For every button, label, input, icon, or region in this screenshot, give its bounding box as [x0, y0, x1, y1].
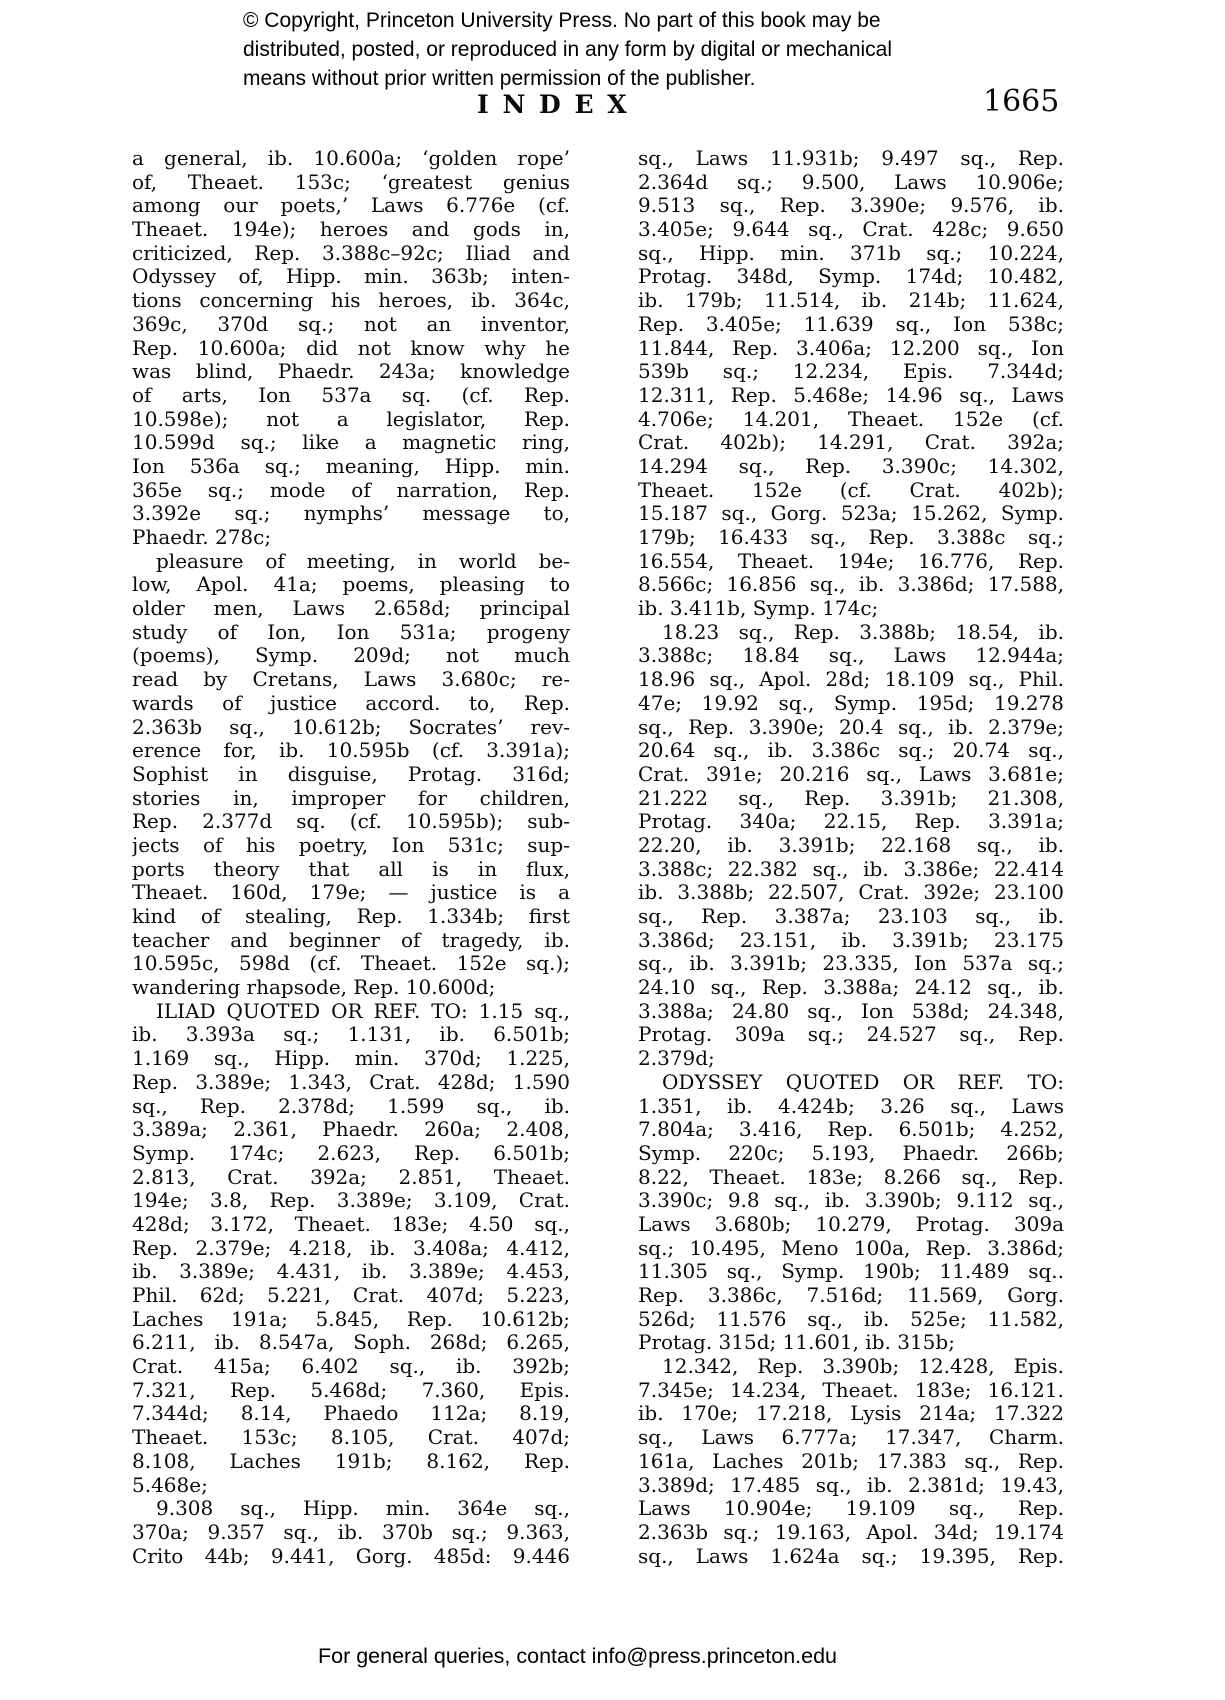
index-line: Theaet. 153c; 8.105, Crat. 407d;: [132, 1426, 570, 1450]
index-line: Laws 3.680b; 10.279, Protag. 309a: [638, 1212, 1064, 1236]
index-line: 18.23 sq., Rep. 3.388b; 18.54, ib.: [662, 620, 1064, 644]
index-line: 1.351, ib. 4.424b; 3.26 sq., Laws: [638, 1094, 1064, 1118]
index-line: Phaedr. 278c;: [132, 526, 272, 549]
index-line: 47e; 19.92 sq., Symp. 195d; 19.278: [638, 691, 1064, 715]
index-line: 1.169 sq., Hipp. min. 370d; 1.225,: [132, 1047, 570, 1071]
index-line: among our poets,’ Laws 6.776e (cf.: [132, 194, 570, 218]
index-line: 365e sq.; mode of narration, Rep.: [132, 478, 570, 502]
index-line: Ion 536a sq.; meaning, Hipp. min.: [132, 454, 570, 478]
index-line: ODYSSEY QUOTED OR REF. TO:: [662, 1070, 1064, 1094]
index-line: 15.187 sq., Gorg. 523a; 15.262, Symp.: [638, 502, 1064, 526]
index-line: 428d; 3.172, Theaet. 183e; 4.50 sq.,: [132, 1212, 570, 1236]
index-line: Theaet. 160d, 179e; — justice is a: [132, 881, 570, 905]
index-line: 2.379d;: [638, 1047, 715, 1071]
index-line: teacher and beginner of tragedy, ib.: [132, 928, 570, 952]
index-line: Laws 10.904e; 19.109 sq., Rep.: [638, 1497, 1064, 1521]
index-line: kind of stealing, Rep. 1.334b; first: [132, 905, 570, 928]
index-line: Protag. 348d, Symp. 174d; 10.482,: [638, 265, 1064, 289]
index-line: Phil. 62d; 5.221, Crat. 407d; 5.223,: [132, 1284, 570, 1307]
index-line: 9.513 sq., Rep. 3.390e; 9.576, ib.: [638, 194, 1064, 218]
index-line: 3.386d; 23.151, ib. 3.391b; 23.175: [638, 928, 1064, 952]
index-line: 539b sq.; 12.234, Epis. 7.344d;: [638, 360, 1064, 384]
index-line: wards of justice accord. to, Rep.: [132, 691, 570, 715]
index-line: ib. 3.411b, Symp. 174c;: [638, 597, 879, 621]
index-line: ib. 3.388b; 22.507, Crat. 392e; 23.100: [638, 881, 1064, 905]
index-line: criticized, Rep. 3.388c–92c; Iliad and: [132, 241, 570, 265]
index-line: Rep. 2.379e; 4.218, ib. 3.408a; 4.412,: [132, 1236, 570, 1260]
index-line: sq., Laws 11.931b; 9.497 sq., Rep.: [638, 147, 1064, 170]
index-line: 3.388c; 18.84 sq., Laws 12.944a;: [638, 644, 1064, 668]
index-line: 11.305 sq., Symp. 190b; 11.489 sq..: [638, 1260, 1064, 1284]
index-line: Symp. 220c; 5.193, Phaedr. 266b;: [638, 1141, 1064, 1165]
index-line: 7.345e; 14.234, Theaet. 183e; 16.121.: [638, 1378, 1064, 1402]
index-line: sq., ib. 3.391b; 23.335, Ion 537a sq.;: [638, 952, 1064, 976]
index-line: study of Ion, Ion 531a; progeny: [132, 620, 570, 644]
index-line: wandering rhapsode, Rep. 10.600d;: [132, 976, 496, 1000]
index-line: sq., Laws 1.624a sq.; 19.395, Rep.: [638, 1544, 1064, 1568]
index-line: 2.363b sq.; 19.163, Apol. 34d; 19.174: [638, 1520, 1064, 1544]
index-line: 2.363b sq., 10.612b; Socrates’ rev-: [132, 715, 570, 739]
index-line: (poems), Symp. 209d; not much: [132, 644, 570, 668]
footer-contact-text: For general queries, contact info@press.princeton.edu: [318, 1644, 838, 1668]
index-column-left: [132, 147, 570, 1568]
index-line: 4.706e; 14.201, Theaet. 152e (cf.: [638, 407, 1064, 431]
index-line: sq.; 10.495, Meno 100a, Rep. 3.386d;: [638, 1236, 1064, 1260]
index-line: 3.388a; 24.80 sq., Ion 538d; 24.348,: [638, 999, 1064, 1023]
index-line: 3.405e; 9.644 sq., Crat. 428c; 9.650: [638, 218, 1064, 242]
index-line: 3.389a; 2.361, Phaedr. 260a; 2.408,: [132, 1118, 570, 1142]
index-line: Rep. 10.600a; did not know why he: [132, 336, 570, 360]
index-line: stories in, improper for children,: [132, 786, 570, 810]
index-line: Crito 44b; 9.441, Gorg. 485d: 9.446: [132, 1544, 570, 1568]
index-line: 20.64 sq., ib. 3.386c sq.; 20.74 sq.,: [638, 739, 1064, 763]
index-column-right: [638, 147, 1064, 1568]
index-line: jects of his poetry, Ion 531c; sup-: [132, 833, 570, 857]
index-line: 3.389d; 17.485 sq., ib. 2.381d; 19.43,: [638, 1473, 1064, 1497]
copyright-line: means without prior written permission of the publisher.: [243, 67, 756, 90]
index-line: sq., Rep. 3.390e; 20.4 sq., ib. 2.379e;: [638, 715, 1064, 739]
index-line: pleasure of meeting, in world be-: [156, 549, 570, 573]
index-line: older men, Laws 2.658d; principal: [132, 597, 570, 621]
index-line: 8.108, Laches 191b; 8.162, Rep.: [132, 1449, 570, 1473]
index-line: Protag. 309a sq.; 24.527 sq., Rep.: [638, 1023, 1064, 1047]
copyright-notice: [243, 6, 923, 93]
index-line: a general, ib. 10.600a; ‘golden rope’: [132, 147, 570, 170]
index-line: Rep. 3.386c, 7.516d; 11.569, Gorg.: [638, 1284, 1064, 1307]
index-line: Theaet. 152e (cf. Crat. 402b);: [638, 478, 1064, 502]
index-line: 194e; 3.8, Rep. 3.389e; 3.109, Crat.: [132, 1189, 570, 1213]
index-line: sq., Hipp. min. 371b sq.; 10.224,: [638, 241, 1064, 265]
index-line: read by Cretans, Laws 3.680c; re-: [132, 668, 570, 692]
index-line: 11.844, Rep. 3.406a; 12.200 sq., Ion: [638, 336, 1064, 360]
index-line: 5.468e;: [132, 1473, 208, 1497]
index-line: sq., Rep. 2.378d; 1.599 sq., ib.: [132, 1094, 570, 1118]
index-line: 3.390c; 9.8 sq., ib. 3.390b; 9.112 sq.,: [638, 1189, 1064, 1213]
index-line: ib. 3.389e; 4.431, ib. 3.389e; 4.453,: [132, 1260, 570, 1284]
index-line: 3.388c; 22.382 sq., ib. 3.386e; 22.414: [638, 857, 1064, 881]
index-line: sq., Laws 6.777a; 17.347, Charm.: [638, 1426, 1064, 1450]
copyright-line: distributed, posted, or reproduced in any form by digital or mechanical: [243, 38, 893, 61]
index-line: 2.813, Crat. 392a; 2.851, Theaet.: [132, 1165, 570, 1189]
index-line: 7.321, Rep. 5.468d; 7.360, Epis.: [132, 1378, 570, 1402]
index-line: 6.211, ib. 8.547a, Soph. 268d; 6.265,: [132, 1331, 570, 1355]
page-title: INDEX: [477, 90, 641, 119]
index-line: 24.10 sq., Rep. 3.388a; 24.12 sq., ib.: [638, 976, 1064, 1000]
index-line: of, Theaet. 153c; ‘greatest genius: [132, 170, 570, 194]
index-line: 8.22, Theaet. 183e; 8.266 sq., Rep.: [638, 1165, 1064, 1189]
index-line: ports theory that all is in flux,: [132, 857, 570, 881]
index-line: ib. 3.393a sq.; 1.131, ib. 6.501b;: [132, 1023, 570, 1047]
index-line: Protag. 340a; 22.15, Rep. 3.391a;: [638, 810, 1064, 834]
index-line: 22.20, ib. 3.391b; 22.168 sq., ib.: [638, 833, 1064, 857]
index-line: low, Apol. 41a; poems, pleasing to: [132, 573, 570, 597]
index-line: Crat. 402b); 14.291, Crat. 392a;: [638, 431, 1064, 455]
index-line: Rep. 2.377d sq. (cf. 10.595b); sub-: [132, 810, 570, 834]
index-line: 12.311, Rep. 5.468e; 14.96 sq., Laws: [638, 383, 1064, 407]
index-line: 10.595c, 598d (cf. Theaet. 152e sq.);: [132, 952, 570, 976]
index-line: 21.222 sq., Rep. 3.391b; 21.308,: [638, 786, 1064, 810]
index-line: 7.344d; 8.14, Phaedo 112a; 8.19,: [132, 1402, 570, 1426]
index-line: erence for, ib. 10.595b (cf. 3.391a);: [132, 739, 570, 763]
index-line: Rep. 3.405e; 11.639 sq., Ion 538c;: [638, 312, 1064, 336]
index-line: Crat. 415a; 6.402 sq., ib. 392b;: [132, 1355, 570, 1379]
index-line: 7.804a; 3.416, Rep. 6.501b; 4.252,: [638, 1118, 1064, 1142]
index-line: 179b; 16.433 sq., Rep. 3.388c sq.;: [638, 526, 1064, 549]
index-line: 18.96 sq., Apol. 28d; 18.109 sq., Phil.: [638, 668, 1064, 692]
index-line: 10.599d sq.; like a magnetic ring,: [132, 431, 570, 455]
index-line: 161a, Laches 201b; 17.383 sq., Rep.: [638, 1449, 1064, 1473]
index-line: of arts, Ion 537a sq. (cf. Rep.: [132, 383, 570, 407]
copyright-line: © Copyright, Princeton University Press. No part of this book may be: [243, 9, 881, 32]
index-line: ib. 179b; 11.514, ib. 214b; 11.624,: [638, 289, 1064, 313]
index-line: Rep. 3.389e; 1.343, Crat. 428d; 1.590: [132, 1070, 570, 1094]
index-line: Laches 191a; 5.845, Rep. 10.612b;: [132, 1307, 570, 1331]
index-line: 3.392e sq.; nymphs’ message to,: [132, 502, 570, 526]
index-line: sq., Rep. 3.387a; 23.103 sq., ib.: [638, 905, 1064, 928]
index-line: tions concerning his heroes, ib. 364c,: [132, 289, 570, 313]
index-line: 12.342, Rep. 3.390b; 12.428, Epis.: [662, 1355, 1064, 1379]
index-line: 9.308 sq., Hipp. min. 364e sq.,: [156, 1497, 570, 1521]
index-line: Protag. 315d; 11.601, ib. 315b;: [638, 1331, 955, 1355]
index-line: 10.598e); not a legislator, Rep.: [132, 407, 570, 431]
index-line: ib. 170e; 17.218, Lysis 214a; 17.322: [638, 1402, 1064, 1426]
index-line: Symp. 174c; 2.623, Rep. 6.501b;: [132, 1141, 570, 1165]
index-line: Sophist in disguise, Protag. 316d;: [132, 762, 570, 786]
index-line: 526d; 11.576 sq., ib. 525e; 11.582,: [638, 1307, 1064, 1331]
index-line: 8.566c; 16.856 sq., ib. 3.386d; 17.588,: [638, 573, 1064, 597]
index-line: 2.364d sq.; 9.500, Laws 10.906e;: [638, 170, 1064, 194]
index-line: Crat. 391e; 20.216 sq., Laws 3.681e;: [638, 762, 1064, 786]
index-line: Odyssey of, Hipp. min. 363b; inten-: [132, 265, 570, 289]
page-number: 1665: [983, 84, 1060, 119]
index-line: 369c, 370d sq.; not an inventor,: [132, 312, 570, 336]
index-line: 14.294 sq., Rep. 3.390c; 14.302,: [638, 454, 1064, 478]
index-line: ILIAD QUOTED OR REF. TO: 1.15 sq.,: [156, 999, 570, 1023]
index-line: 16.554, Theaet. 194e; 16.776, Rep.: [638, 549, 1064, 573]
index-line: Theaet. 194e); heroes and gods in,: [132, 218, 570, 242]
index-line: 370a; 9.357 sq., ib. 370b sq.; 9.363,: [132, 1520, 570, 1544]
index-line: was blind, Phaedr. 243a; knowledge: [132, 360, 570, 384]
